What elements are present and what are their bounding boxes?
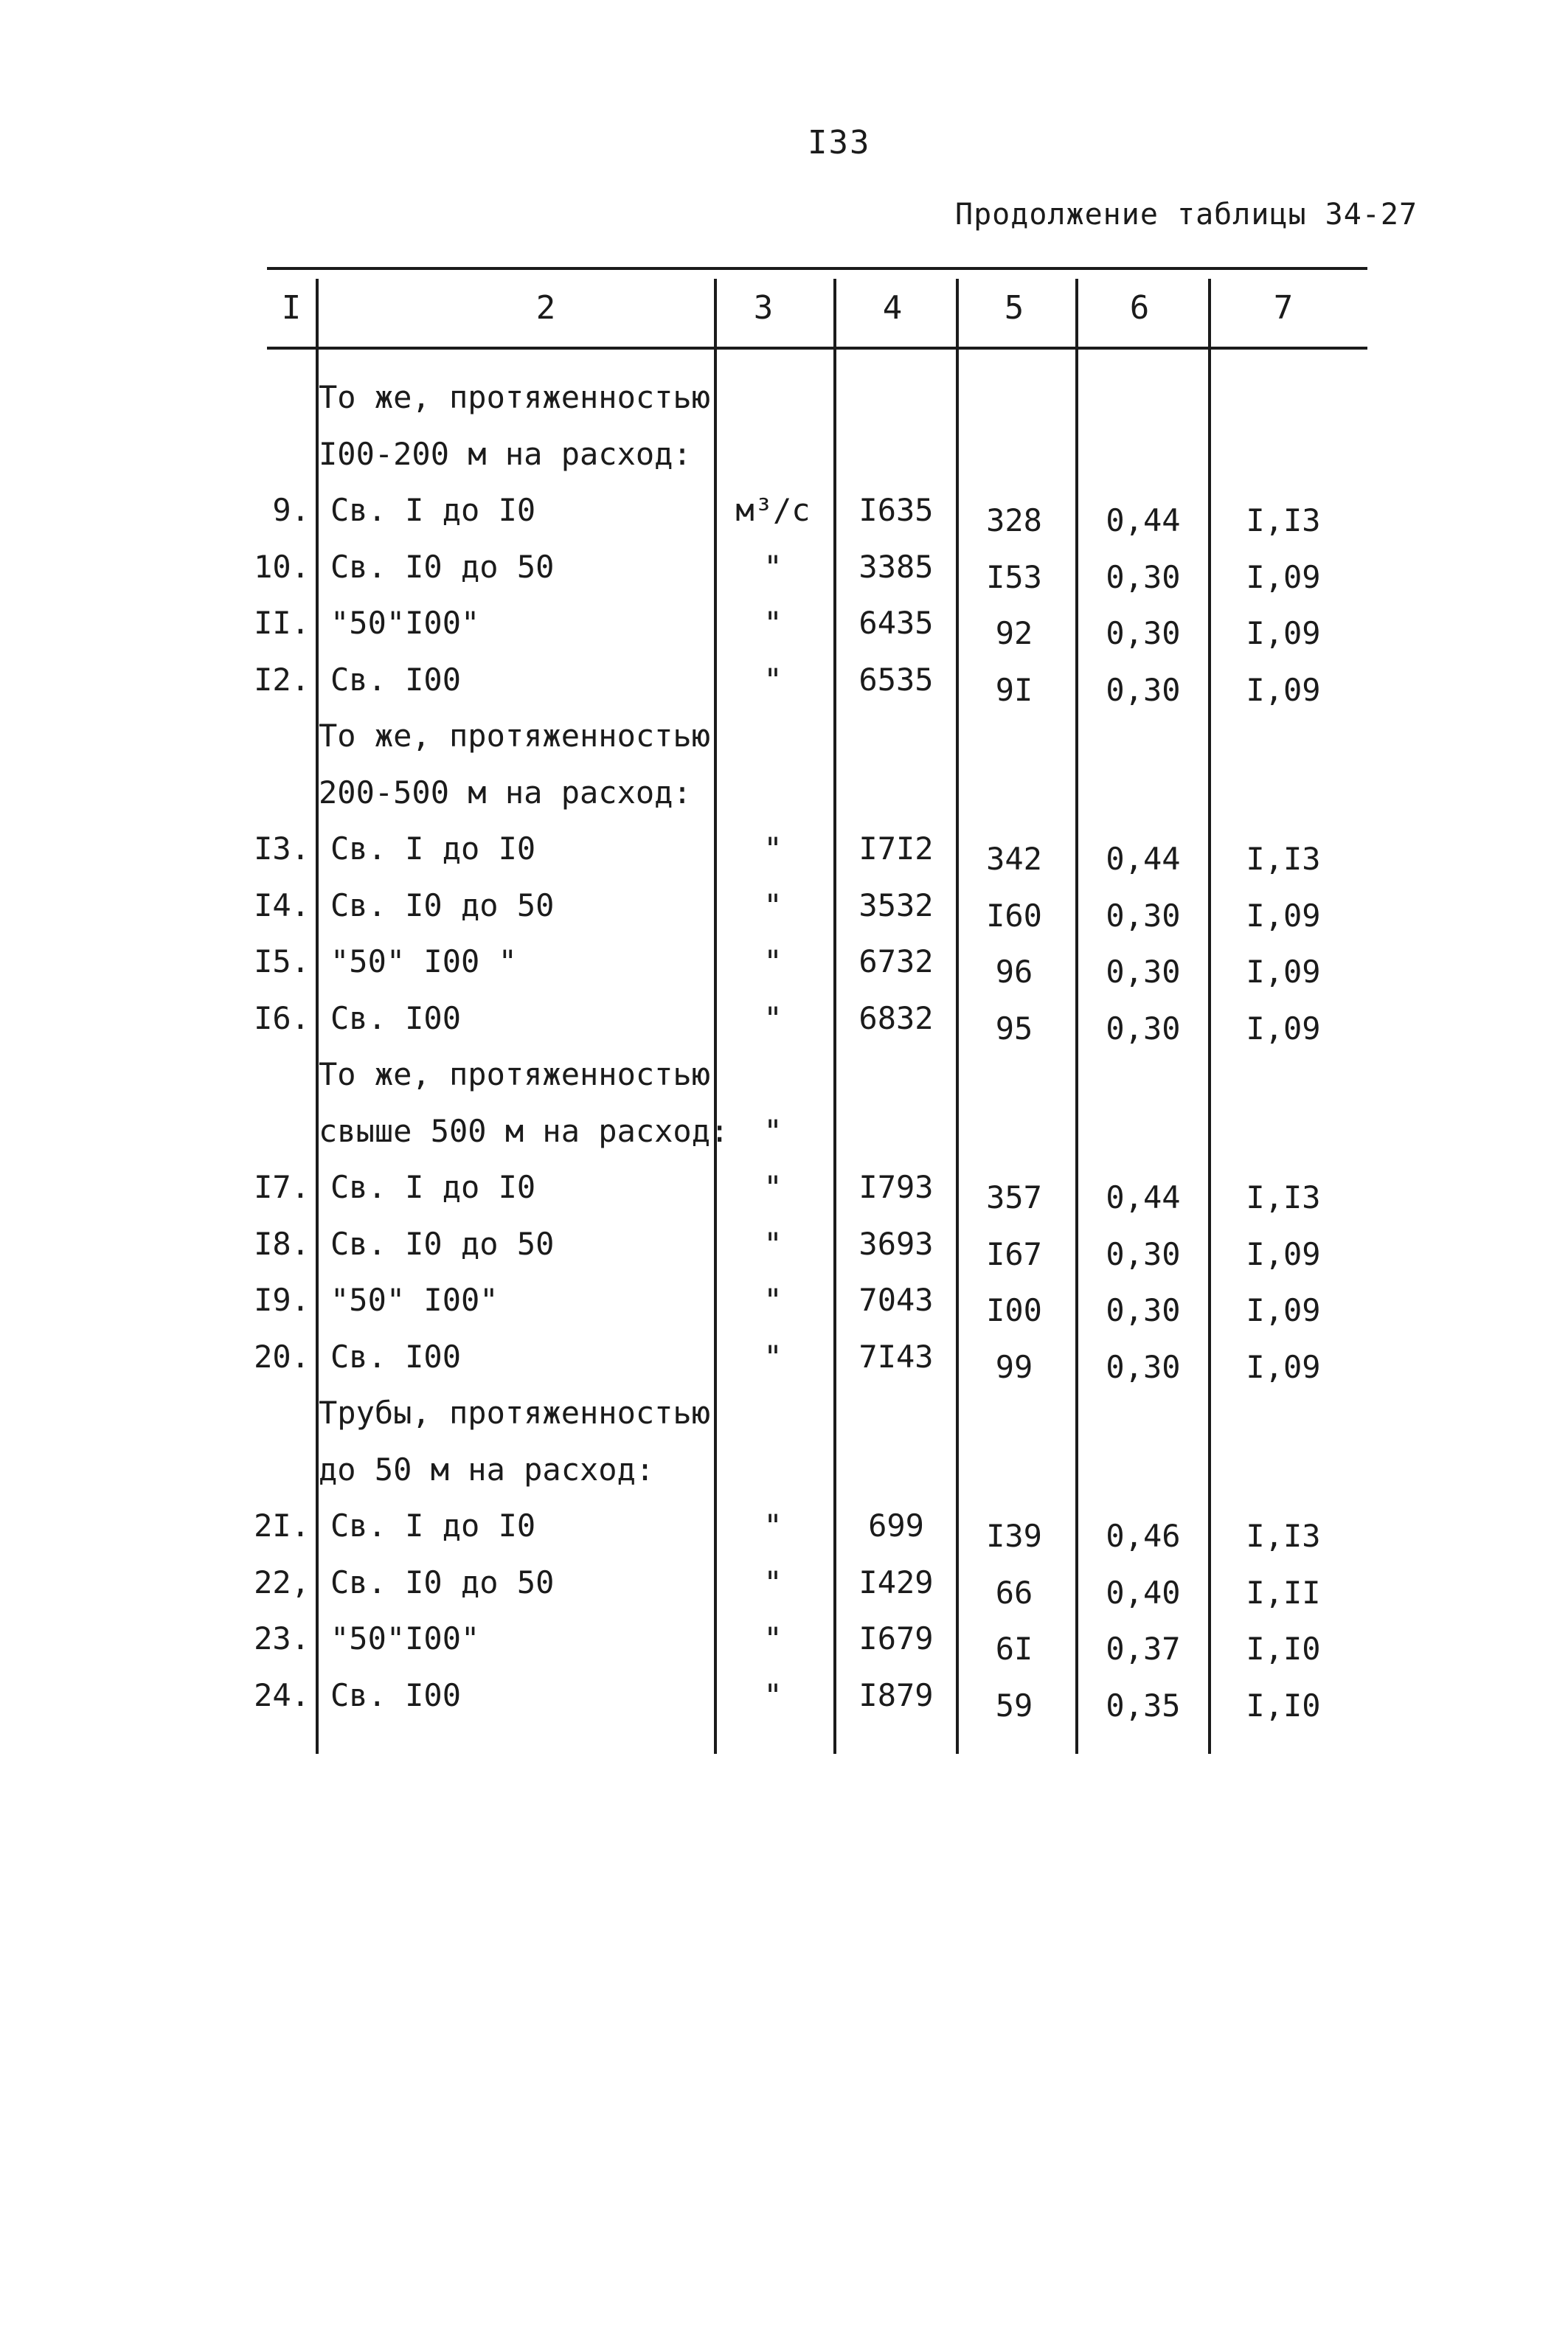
row-unit: " xyxy=(763,1282,783,1318)
row-col-5: 328 xyxy=(986,502,1042,538)
row-description: Св. I до I0 xyxy=(330,1169,536,1205)
row-col-6: 0,44 xyxy=(1106,502,1181,538)
row-col-4: 6832 xyxy=(858,999,934,1036)
row-number: I8. xyxy=(254,1225,310,1262)
row-number: II. xyxy=(254,605,310,641)
row-col-7: I,09 xyxy=(1246,1010,1321,1047)
row-col-5: 342 xyxy=(986,841,1042,877)
row-description: "50"I00" xyxy=(330,1620,480,1657)
column-divider-3 xyxy=(833,279,836,1754)
row-number: I5. xyxy=(254,943,310,979)
column-divider-6 xyxy=(1208,279,1211,1754)
column-header-4: 4 xyxy=(882,289,903,327)
row-description: "50" I00 " xyxy=(330,943,517,979)
row-unit: " xyxy=(763,548,783,585)
row-unit: " xyxy=(763,1338,783,1375)
row-col-5: 357 xyxy=(986,1179,1042,1215)
row-unit: " xyxy=(763,887,783,923)
row-col-4: 3385 xyxy=(858,548,934,585)
row-col-4: 699 xyxy=(868,1508,924,1544)
row-unit: " xyxy=(763,1564,783,1600)
row-col-7: I,I3 xyxy=(1246,1179,1321,1215)
row-col-4: I429 xyxy=(858,1564,934,1600)
row-col-7: I,I3 xyxy=(1246,841,1321,877)
row-description: Св. I00 xyxy=(330,999,462,1036)
column-header-2: 2 xyxy=(535,289,556,327)
row-col-6: 0,30 xyxy=(1106,897,1181,934)
row-col-4: I635 xyxy=(858,492,934,528)
section-heading: 200-500 м на расход: xyxy=(319,774,692,811)
row-description: Св. I00 xyxy=(330,661,462,698)
row-unit: " xyxy=(763,999,783,1036)
row-col-4: 6535 xyxy=(858,661,934,698)
row-col-6: 0,44 xyxy=(1106,841,1181,877)
column-header-3: 3 xyxy=(753,289,774,327)
row-col-6: 0,30 xyxy=(1106,1292,1181,1328)
row-col-5: I60 xyxy=(986,897,1042,934)
column-header-1: I xyxy=(281,289,302,327)
row-col-6: 0,30 xyxy=(1106,1010,1181,1047)
row-col-5: I67 xyxy=(986,1235,1042,1272)
row-description: Св. I до I0 xyxy=(330,830,536,867)
row-unit: " xyxy=(763,1169,783,1205)
row-number: I7. xyxy=(254,1169,310,1205)
row-col-7: I,09 xyxy=(1246,1292,1321,1328)
row-number: 2I. xyxy=(254,1508,310,1544)
row-col-5: 9I xyxy=(995,671,1033,708)
column-divider-1 xyxy=(316,279,319,1754)
row-description: Св. I0 до 50 xyxy=(330,1225,555,1262)
column-header-6: 6 xyxy=(1129,289,1150,327)
row-description: Св. I до I0 xyxy=(330,1508,536,1544)
column-divider-4 xyxy=(956,279,959,1754)
row-col-5: 99 xyxy=(995,1348,1033,1385)
table-continuation-title: Продолжение таблицы 34-27 xyxy=(955,198,1418,232)
table-top-rule xyxy=(267,267,1367,270)
row-col-7: I,I3 xyxy=(1246,502,1321,538)
row-col-7: I,09 xyxy=(1246,954,1321,990)
row-number: I6. xyxy=(254,999,310,1036)
row-col-4: 7I43 xyxy=(858,1338,934,1375)
row-col-6: 0,30 xyxy=(1106,558,1181,595)
row-description: "50"I00" xyxy=(330,605,480,641)
row-col-7: I,09 xyxy=(1246,671,1321,708)
row-number: 24. xyxy=(254,1676,310,1713)
page-number: I33 xyxy=(808,124,871,162)
section-heading: до 50 м на расход: xyxy=(319,1451,655,1488)
row-col-4: 6732 xyxy=(858,943,934,979)
row-col-7: I,09 xyxy=(1246,1348,1321,1385)
row-col-7: I,I3 xyxy=(1246,1518,1321,1554)
row-col-6: 0,30 xyxy=(1106,1235,1181,1272)
section-heading: То же, протяженностью xyxy=(319,379,711,415)
row-description: Св. I0 до 50 xyxy=(330,1564,555,1600)
row-col-5: I53 xyxy=(986,558,1042,595)
row-col-6: 0,40 xyxy=(1106,1574,1181,1611)
row-number: 20. xyxy=(254,1338,310,1375)
row-unit: м³/с xyxy=(735,492,811,528)
row-col-4: 3693 xyxy=(858,1225,934,1262)
row-col-5: 96 xyxy=(995,954,1033,990)
row-col-5: I39 xyxy=(986,1518,1042,1554)
row-description: Св. I00 xyxy=(330,1676,462,1713)
row-col-7: I,I0 xyxy=(1246,1631,1321,1667)
row-unit: " xyxy=(763,830,783,867)
row-col-5: I00 xyxy=(986,1292,1042,1328)
row-col-7: I,09 xyxy=(1246,558,1321,595)
row-col-5: 6I xyxy=(995,1631,1033,1667)
table-header-rule xyxy=(267,347,1367,350)
row-unit: " xyxy=(763,1620,783,1657)
row-col-4: I879 xyxy=(858,1676,934,1713)
column-header-5: 5 xyxy=(1004,289,1024,327)
row-col-5: 59 xyxy=(995,1687,1033,1724)
row-col-4: I7I2 xyxy=(858,830,934,867)
row-col-7: I,II xyxy=(1246,1574,1321,1611)
row-col-4: I793 xyxy=(858,1169,934,1205)
row-col-6: 0,37 xyxy=(1106,1631,1181,1667)
row-col-6: 0,30 xyxy=(1106,954,1181,990)
row-col-4: 7043 xyxy=(858,1282,934,1318)
row-unit: " xyxy=(763,1508,783,1544)
row-col-6: 0,30 xyxy=(1106,615,1181,651)
row-description: Св. I до I0 xyxy=(330,492,536,528)
row-number: 23. xyxy=(254,1620,310,1657)
row-col-4: I679 xyxy=(858,1620,934,1657)
row-description: Св. I0 до 50 xyxy=(330,548,555,585)
row-col-6: 0,46 xyxy=(1106,1518,1181,1554)
row-unit: " xyxy=(763,1676,783,1713)
row-unit: " xyxy=(763,1225,783,1262)
row-col-4: 6435 xyxy=(858,605,934,641)
row-description: Св. I0 до 50 xyxy=(330,887,555,923)
row-col-5: 66 xyxy=(995,1574,1033,1611)
row-description: Св. I00 xyxy=(330,1338,462,1375)
row-col-6: 0,44 xyxy=(1106,1179,1181,1215)
row-col-6: 0,30 xyxy=(1106,1348,1181,1385)
row-col-5: 92 xyxy=(995,615,1033,651)
section-heading: То же, протяженностью xyxy=(319,1056,711,1092)
row-number: I9. xyxy=(254,1282,310,1318)
row-col-6: 0,30 xyxy=(1106,671,1181,708)
row-number: I4. xyxy=(254,887,310,923)
column-header-7: 7 xyxy=(1273,289,1294,327)
row-col-7: I,09 xyxy=(1246,615,1321,651)
row-col-5: 95 xyxy=(995,1010,1033,1047)
row-unit: " xyxy=(763,1112,783,1149)
row-unit: " xyxy=(763,661,783,698)
row-col-6: 0,35 xyxy=(1106,1687,1181,1724)
column-divider-2 xyxy=(714,279,717,1754)
row-description: "50" I00" xyxy=(330,1282,499,1318)
section-heading: Трубы, протяженностью xyxy=(319,1395,711,1431)
row-col-7: I,I0 xyxy=(1246,1687,1321,1724)
section-heading: свыше 500 м на расход: xyxy=(319,1112,729,1149)
row-number: 9. xyxy=(272,492,310,528)
row-col-7: I,09 xyxy=(1246,897,1321,934)
row-col-7: I,09 xyxy=(1246,1235,1321,1272)
row-col-4: 3532 xyxy=(858,887,934,923)
row-number: I3. xyxy=(254,830,310,867)
row-unit: " xyxy=(763,605,783,641)
column-divider-5 xyxy=(1075,279,1078,1754)
section-heading: То же, протяженностью xyxy=(319,718,711,754)
row-number: 22, xyxy=(254,1564,310,1600)
row-number: I2. xyxy=(254,661,310,698)
section-heading: I00-200 м на расход: xyxy=(319,435,692,472)
row-unit: " xyxy=(763,943,783,979)
row-number: 10. xyxy=(254,548,310,585)
